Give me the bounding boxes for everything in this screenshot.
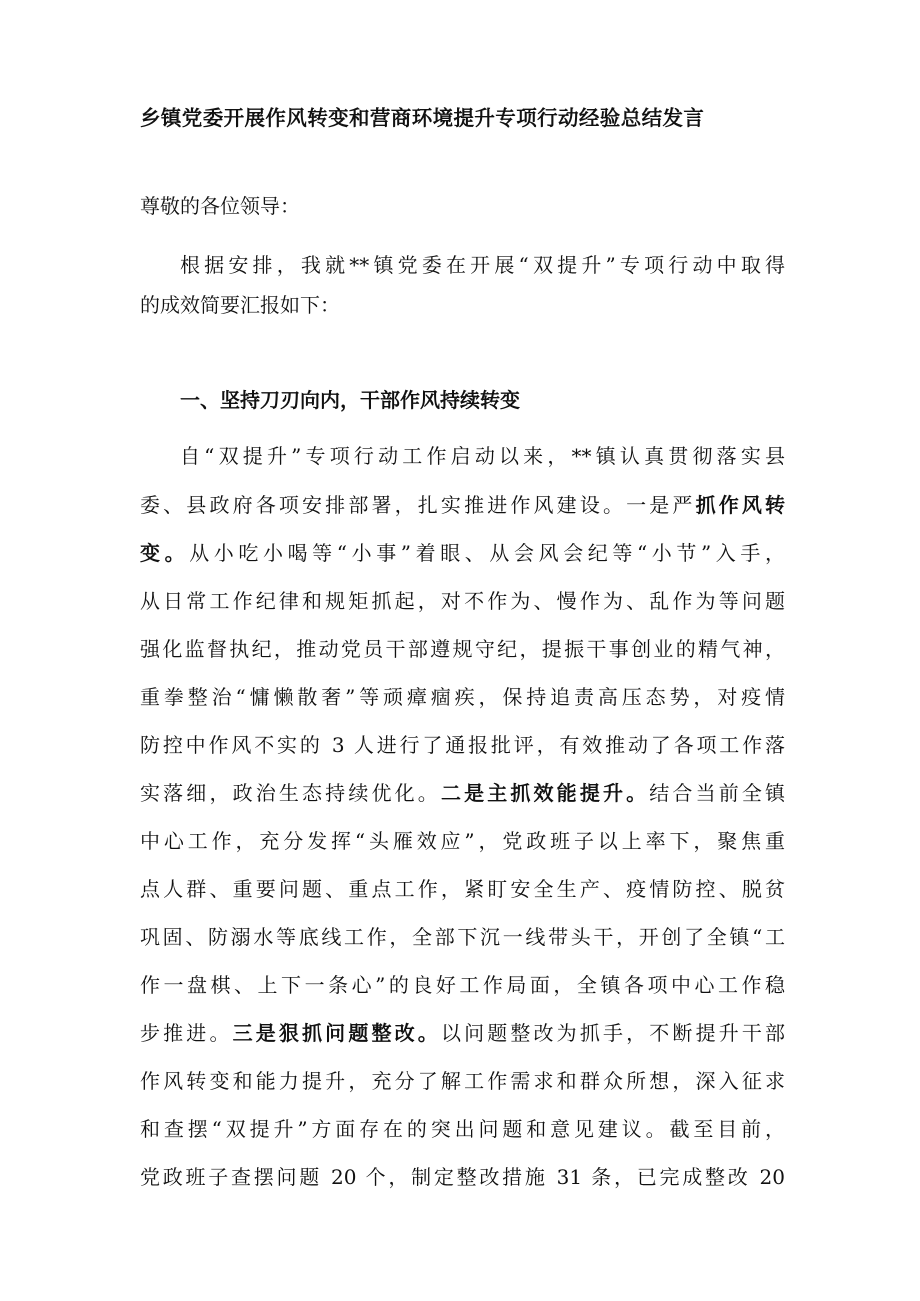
document-title: 乡镇党委开展作风转变和营商环境提升专项行动经验总结发言 xyxy=(140,106,705,130)
body-text: 委、县政府各项安排部署，扎实推进作风建设。一是严 xyxy=(140,493,696,517)
body-text: 结合当前全镇 xyxy=(649,781,786,805)
body-line: 中心工作，充分发挥“头雁效应”，党政班子以上率下，聚焦重 xyxy=(140,829,785,853)
intro-line-2: 的成效简要汇报如下： xyxy=(140,293,340,317)
bold-phrase: 三是狠抓问题整改。 xyxy=(232,1021,441,1045)
body-line: 作一盘棋、上下一条心”的良好工作局面，全镇各项中心工作稳 xyxy=(140,973,785,997)
intro-line-1: 根据安排，我就**镇党委在开展“双提升”专项行动中取得 xyxy=(180,253,785,277)
body-line xyxy=(140,533,785,573)
section-heading-1: 一、坚持刀刃向内，干部作风持续转变 xyxy=(180,388,520,412)
body-text: 以问题整改为抓手，不断提升干部 xyxy=(440,1021,786,1045)
body-line xyxy=(140,773,785,813)
body-line: 党政班子查摆问题 20 个，制定整改措施 31 条，已完成整改 20 xyxy=(140,1165,785,1189)
body-line: 强化监督执纪，推动党员干部遵规守纪，提振干事创业的精气神， xyxy=(140,637,785,661)
body-line: 自“双提升”专项行动工作启动以来，**镇认真贯彻落实县 xyxy=(180,444,785,468)
body-text: 步推进。 xyxy=(140,1021,233,1045)
body-line: 防控中作风不实的 3 人进行了通报批评，有效推动了各项工作落 xyxy=(140,733,785,757)
body-line: 从日常工作纪律和规矩抓起，对不作为、慢作为、乱作为等问题 xyxy=(140,589,785,613)
body-line: 重拳整治“慵懒散奢”等顽瘴痼疾，保持追责高压态势，对疫情 xyxy=(140,685,785,709)
body-line xyxy=(140,485,785,525)
body-line: 和查摆“双提升”方面存在的突出问题和意见建议。截至目前， xyxy=(140,1117,785,1141)
bold-phrase: 二是主抓效能提升。 xyxy=(440,781,650,805)
body-line: 巩固、防溺水等底线工作，全部下沉一线带头干，开创了全镇“工 xyxy=(140,925,785,949)
body-text: 实落细，政治生态持续优化。 xyxy=(140,781,441,805)
salutation: 尊敬的各位领导： xyxy=(140,194,300,218)
bold-phrase: 变。 xyxy=(140,541,190,565)
body-text: 从小吃小喝等“小事”着眼、从会风会纪等“小节”入手， xyxy=(189,541,786,565)
body-line: 作风转变和能力提升，充分了解工作需求和群众所想，深入征求 xyxy=(140,1069,785,1093)
bold-phrase: 抓作风转 xyxy=(695,493,786,517)
body-line xyxy=(140,1013,785,1053)
body-line: 点人群、重要问题、重点工作，紧盯安全生产、疫情防控、脱贫 xyxy=(140,877,785,901)
